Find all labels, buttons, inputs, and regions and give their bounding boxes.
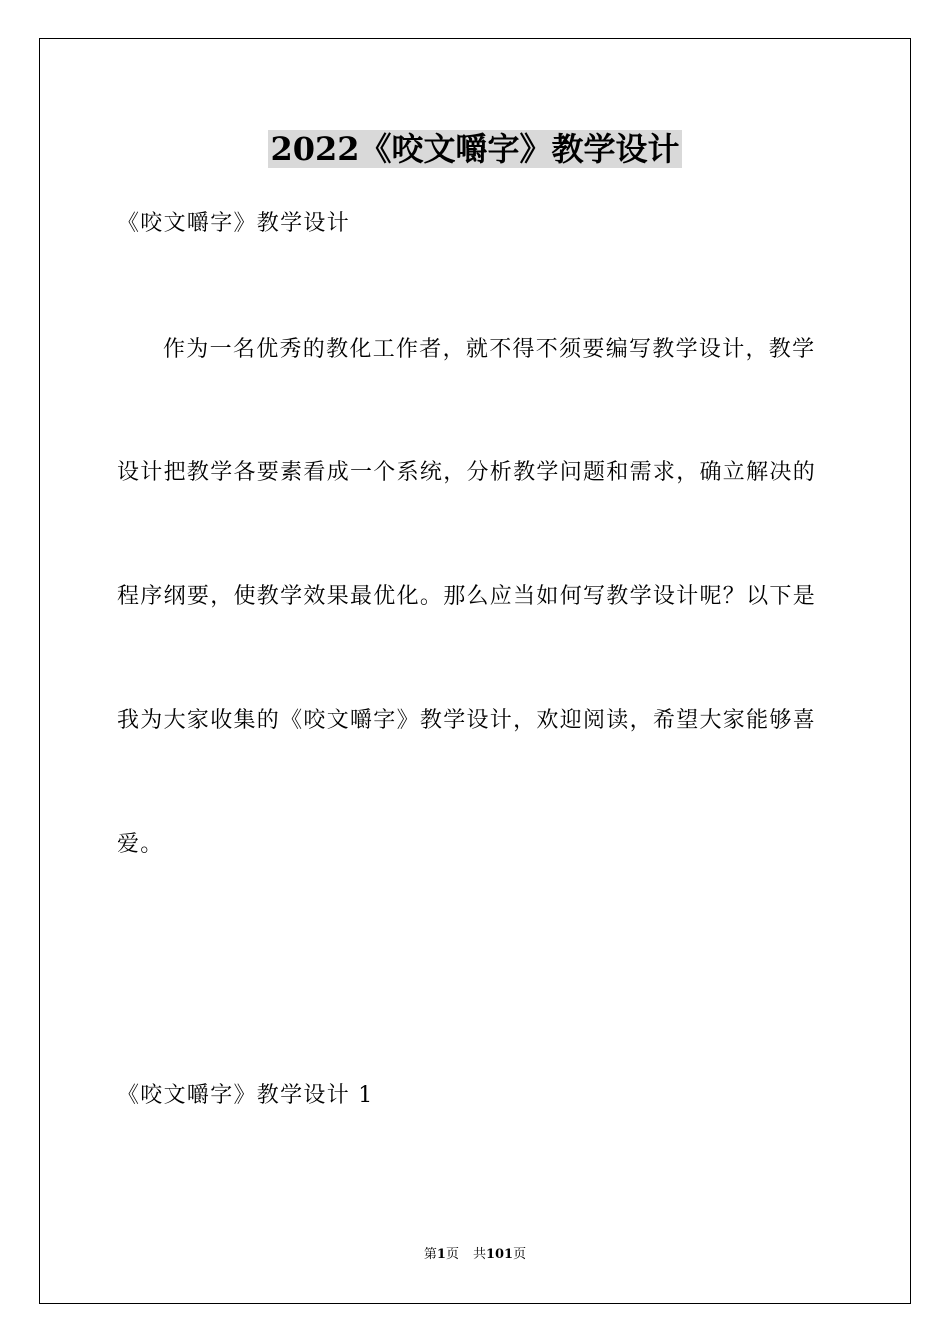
intro-paragraph-line: 我为大家收集的《咬文嚼字》教学设计，欢迎阅读，希望大家能够喜 (117, 708, 817, 733)
document-title-text: 2022《咬文嚼字》教学设计 (270, 130, 680, 168)
intro-paragraph-line: 程序纲要，使教学效果最优化。那么应当如何写教学设计呢？以下是 (117, 584, 817, 609)
document-subtitle: 《咬文嚼字》教学设计 (117, 211, 351, 236)
document-title (0, 128, 950, 170)
footer-page-prefix: 第 (423, 1247, 437, 1262)
intro-paragraph-line: 设计把教学各要素看成一个系统，分析教学问题和需求，确立解决的 (117, 460, 817, 485)
section-heading: 《咬文嚼字》教学设计 1 (117, 1083, 374, 1108)
footer-page-number: 1 (436, 1247, 446, 1262)
footer-total-prefix: 共 (472, 1247, 486, 1262)
intro-paragraph-line: 作为一名优秀的教化工作者，就不得不须要编写教学设计，教学 (163, 337, 816, 362)
footer-page-suffix: 页 (445, 1247, 459, 1262)
intro-paragraph-line: 爱。 (117, 832, 164, 857)
page-footer (0, 1246, 950, 1264)
footer-total-pages: 101 (485, 1247, 514, 1262)
footer-total-suffix: 页 (513, 1247, 527, 1262)
